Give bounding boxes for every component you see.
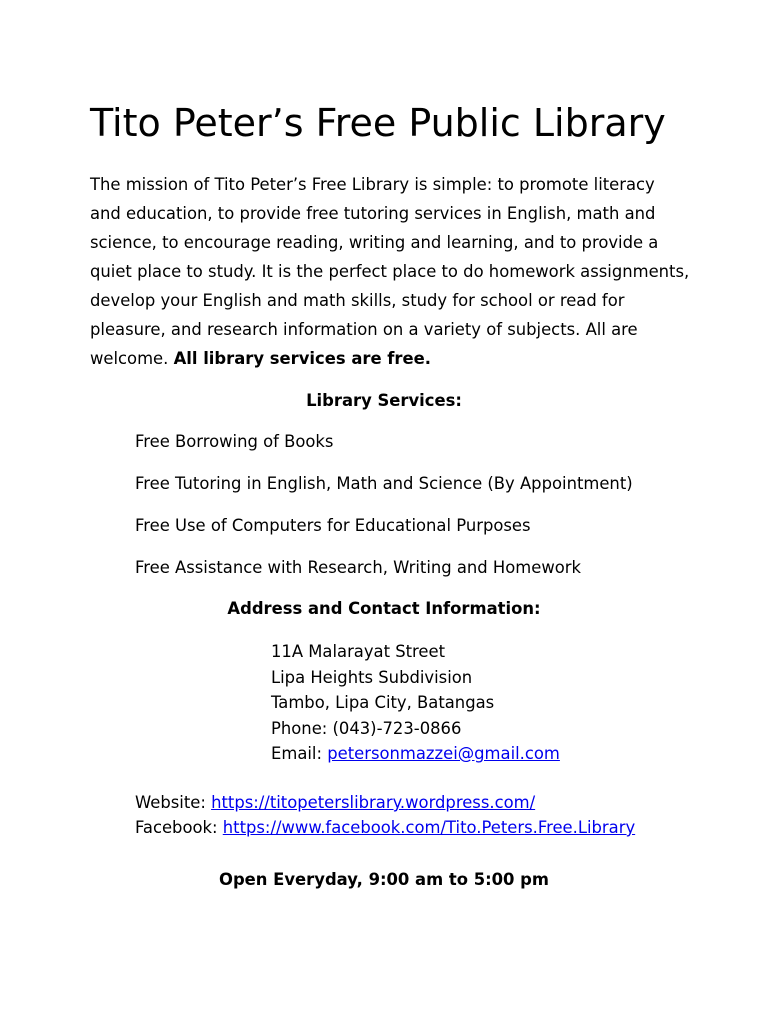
email-line bbox=[271, 741, 560, 767]
service-item: Free Borrowing of Books bbox=[135, 432, 334, 451]
service-item: Free Use of Computers for Educational Purposes bbox=[135, 516, 531, 535]
mission-text: The mission of Tito Peter’s Free Library is simple: to promote literacy and education, to provide free tutoring services in English, math and science, to encourage reading, writing and learning, and to provide a quiet place to study. It is the perfect place to do homework assignments, develop your English and math skills, study for school or read for pleasure, and research information on a variety of subjects. All are welcome. bbox=[90, 175, 690, 368]
contact-heading: Address and Contact Information: bbox=[227, 599, 541, 618]
mission-emphasis: All library services are free. bbox=[173, 349, 431, 368]
service-item: Free Tutoring in English, Math and Science (By Appointment) bbox=[135, 474, 633, 493]
website-link[interactable]: https://titopeterslibrary.wordpress.com/ bbox=[211, 793, 536, 812]
mission-paragraph bbox=[90, 170, 690, 373]
website-line bbox=[135, 791, 535, 815]
address-street: 11A Malarayat Street bbox=[271, 642, 446, 661]
services-heading: Library Services: bbox=[306, 391, 462, 410]
facebook-link[interactable]: https://www.facebook.com/Tito.Peters.Free.Library bbox=[222, 818, 636, 837]
opening-hours: Open Everyday, 9:00 am to 5:00 pm bbox=[219, 870, 549, 889]
page-title: Tito Peter’s Free Public Library bbox=[90, 101, 666, 145]
facebook-label: Facebook: bbox=[135, 818, 223, 837]
service-item: Free Assistance with Research, Writing and Homework bbox=[135, 558, 581, 577]
facebook-line bbox=[135, 816, 635, 840]
address-subdivision: Lipa Heights Subdivision bbox=[271, 667, 473, 687]
address-block bbox=[271, 639, 560, 767]
email-label: Email: bbox=[271, 744, 328, 763]
website-label: Website: bbox=[135, 793, 212, 812]
address-city: Tambo, Lipa City, Batangas bbox=[271, 693, 495, 712]
phone-number: Phone: (043)-723-0866 bbox=[271, 718, 462, 738]
email-link[interactable]: petersonmazzei@gmail.com bbox=[327, 744, 560, 763]
